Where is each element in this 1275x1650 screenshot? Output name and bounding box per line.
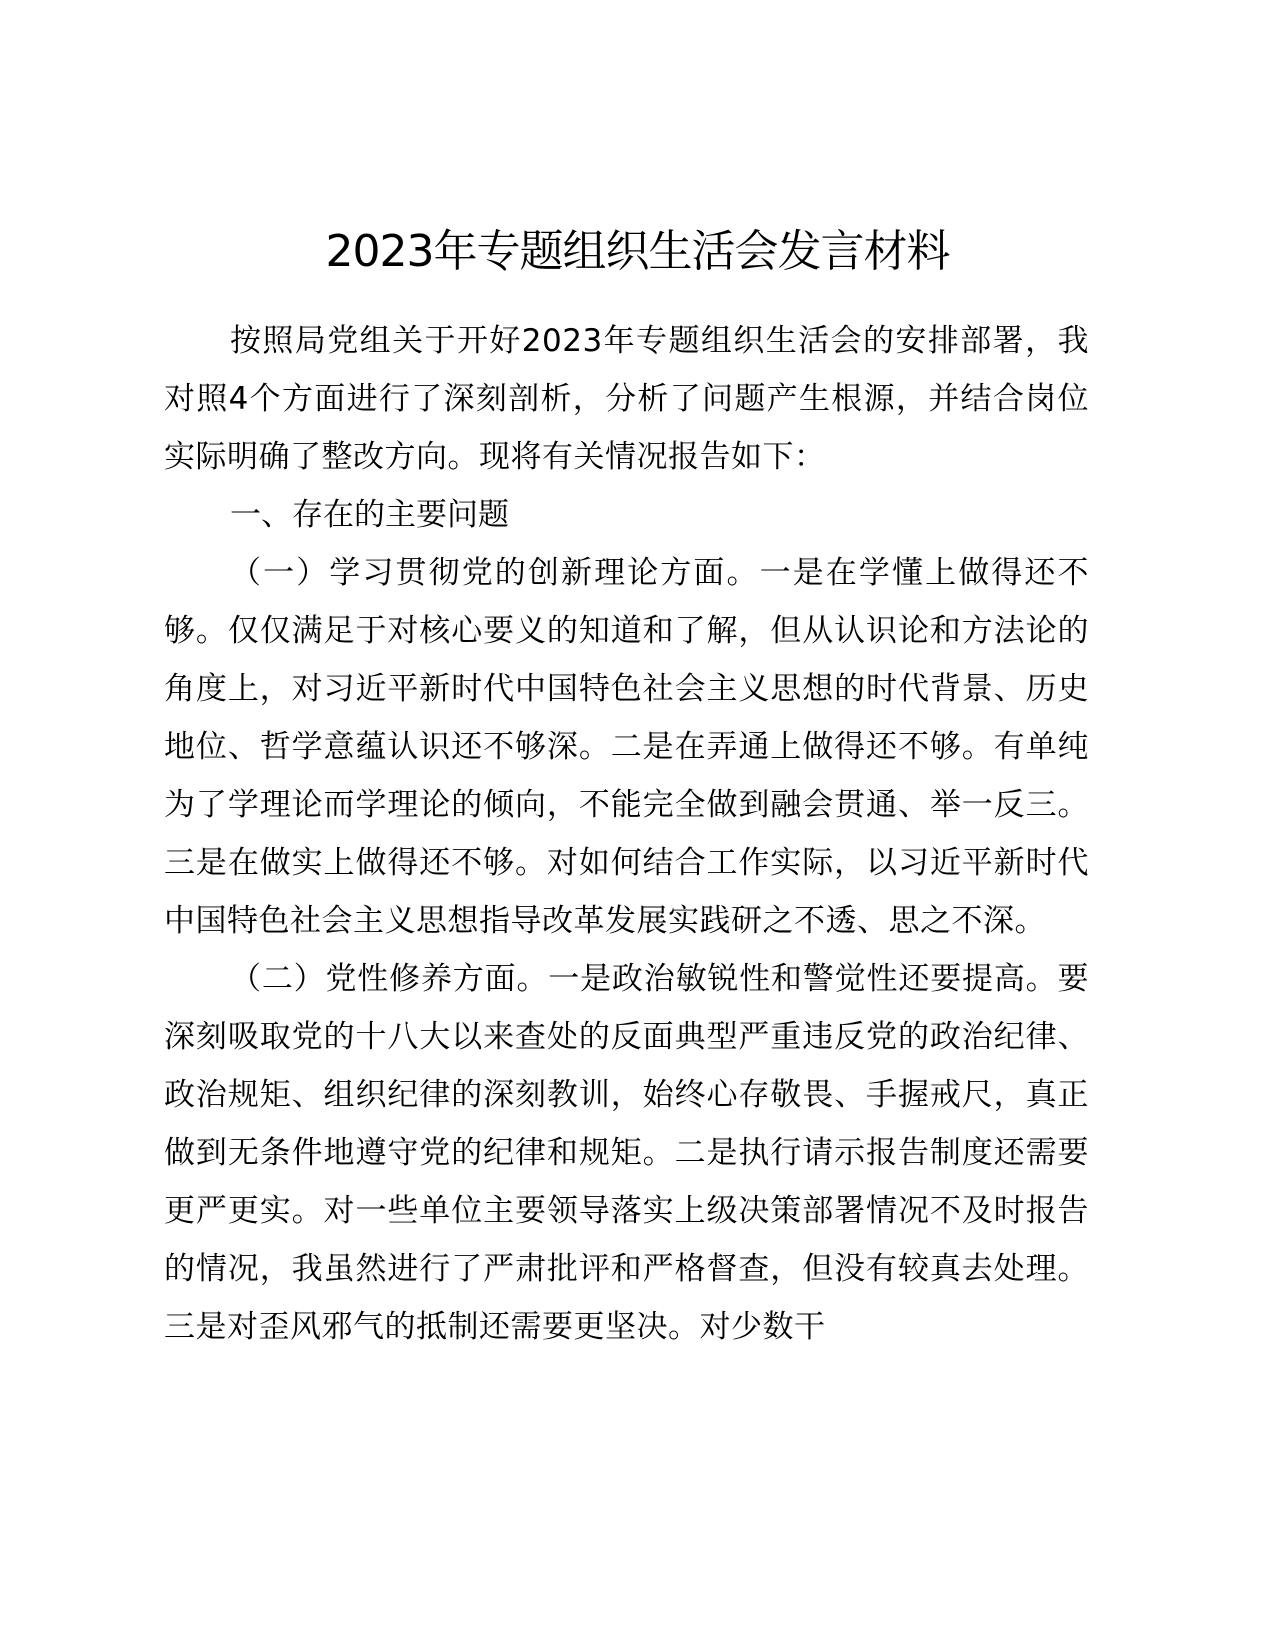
section-heading: 一、存在的主要问题 bbox=[230, 497, 509, 533]
document-body bbox=[164, 312, 1089, 1356]
paragraph-theory-study: （一）学习贯彻党的创新理论方面。一是在学懂上做得还不够。仅仅满足于对核心要义的知道和了解，但从认识论和方法论的角度上，对习近平新时代中国特色社会主义思想的时代背景、历史地位、哲学意蕴认识还不够深。二是在弄通上做得还不够。有单纯为了学理论而学理论的倾向，不能完全做到融会贯通、举一反三。三是在做实上做得还不够。对如何结合工作实际，以习近平新时代中国特色社会主义思想指导改革发展实践研之不透、思之不深。 bbox=[164, 555, 1089, 939]
paragraph-party-spirit: （二）党性修养方面。一是政治敏锐性和警觉性还要提高。要深刻吸取党的十八大以来查处的反面典型严重违反党的政治纪律、政治规矩、组织纪律的深刻教训，始终心存敬畏、手握戒尺，真正做到无条件地遵守党的纪律和规矩。二是执行请示报告制度还需要更严更实。对一些单位主要领导落实上级决策部署情况不及时报告的情况，我虽然进行了严肃批评和严格督查，但没有较真去处理。三是对歪风邪气的抵制还需要更坚决。对少数干 bbox=[164, 961, 1089, 1345]
intro-paragraph: 按照局党组关于开好2023年专题组织生活会的安排部署，我对照4个方面进行了深刻剖析，分析了问题产生根源，并结合岗位实际明确了整改方向。现将有关情况报告如下： bbox=[164, 323, 1089, 475]
document-title: 2023年专题组织生活会发言材料 bbox=[325, 226, 950, 277]
